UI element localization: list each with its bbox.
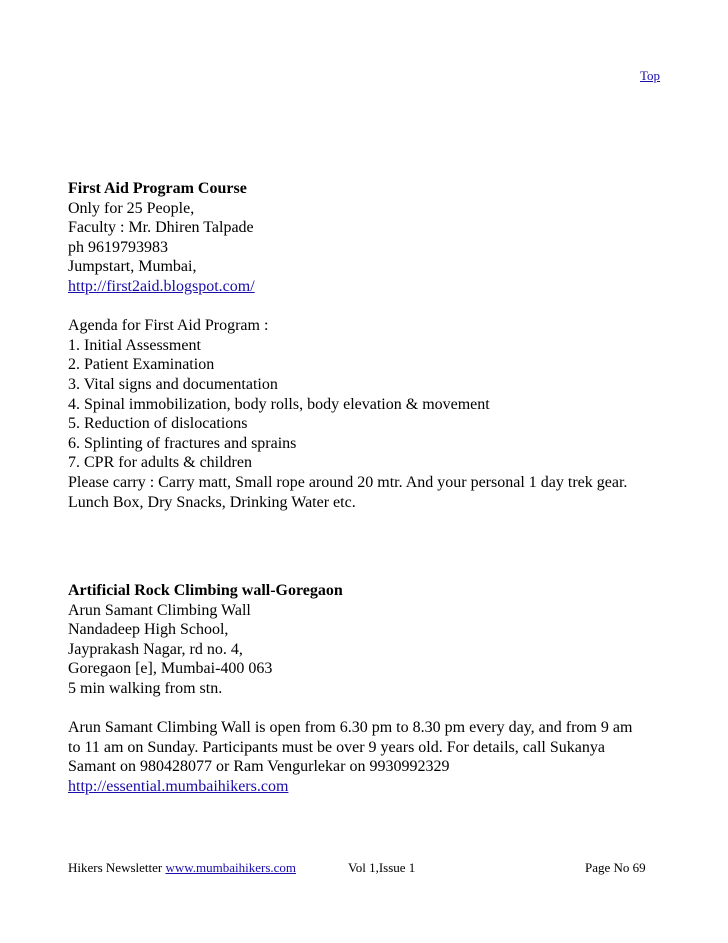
site-link[interactable]: www.mumbaihikers.com: [165, 860, 297, 875]
info-line: Only for 25 People,: [68, 199, 195, 217]
first-aid-blog-link[interactable]: http://first2aid.blogspot.com/: [68, 277, 255, 295]
mumbaihikers-essential-link[interactable]: http://essential.mumbaihikers.com: [68, 777, 289, 795]
carry-line: Please carry : Carry matt, Small rope around 20 mtr. And your personal 1 day trek gear.: [68, 473, 628, 491]
newsletter-label: Hikers Newsletter: [68, 860, 163, 875]
info-line: ph 9619793983: [68, 238, 168, 256]
address-line: Goregaon [e], Mumbai-400 063: [68, 660, 273, 678]
address-line: Jayprakash Nagar, rd no. 4,: [68, 640, 243, 658]
description-line: to 11 am on Sunday. Participants must be over 9 years old. For details, call Sukanya: [68, 738, 605, 756]
description-line: Arun Samant Climbing Wall is open from 6.30 pm to 8.30 pm every day, and from 9 am: [68, 719, 633, 737]
page-number: Page No 69: [585, 860, 646, 875]
agenda-item: 1. Initial Assessment: [68, 336, 201, 354]
climbing-wall-title: Artificial Rock Climbing wall-Goregaon: [68, 582, 343, 599]
top-link[interactable]: Top: [640, 68, 661, 83]
info-line: Faculty : Mr. Dhiren Talpade: [68, 219, 254, 237]
agenda-heading: Agenda for First Aid Program :: [68, 317, 269, 335]
address-line: 5 min walking from stn.: [68, 679, 223, 697]
volume-issue: Vol 1,Issue 1: [348, 860, 416, 875]
agenda-item: 5. Reduction of dislocations: [68, 415, 248, 433]
agenda-item: 2. Patient Examination: [68, 356, 215, 374]
agenda-item: 4. Spinal immobilization, body rolls, body elevation & movement: [68, 395, 490, 413]
info-line: Jumpstart, Mumbai,: [68, 258, 197, 276]
carry-line: Lunch Box, Dry Snacks, Drinking Water etc.: [68, 493, 356, 511]
address-line: Nandadeep High School,: [68, 621, 229, 639]
agenda-item: 7. CPR for adults & children: [68, 454, 252, 472]
climbing-wall-section: [68, 581, 668, 797]
first-aid-title: First Aid Program Course: [68, 180, 247, 197]
agenda-item: 6. Splinting of fractures and sprains: [68, 434, 297, 452]
agenda-item: 3. Vital signs and documentation: [68, 375, 278, 393]
first-aid-section: [68, 179, 668, 512]
description-line: Samant on 980428077 or Ram Vengurlekar on 9930992329: [68, 758, 450, 776]
address-line: Arun Samant Climbing Wall: [68, 601, 251, 619]
